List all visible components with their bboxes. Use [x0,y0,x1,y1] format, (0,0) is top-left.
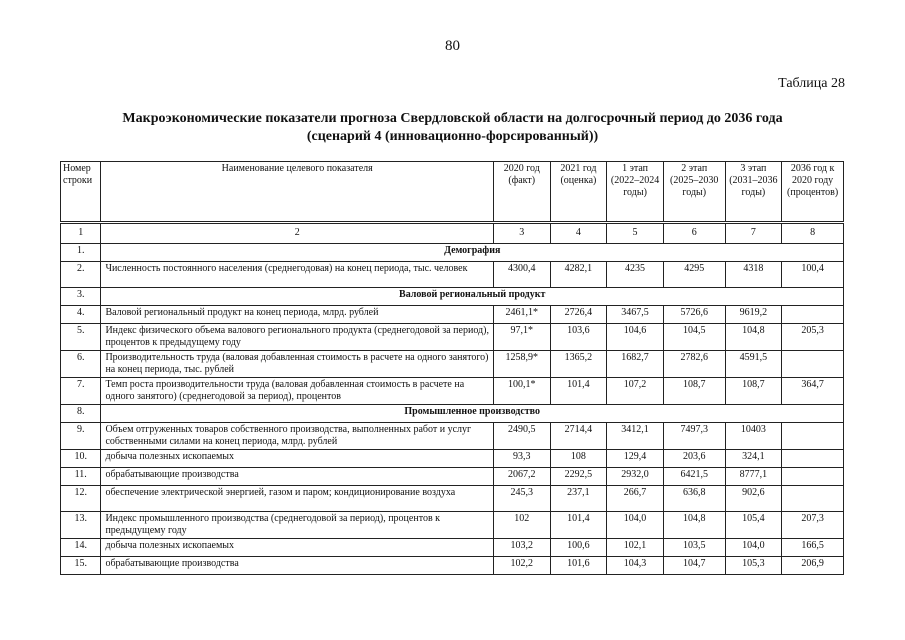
value-cell: 104,8 [663,512,725,539]
value-cell: 2067,2 [493,468,550,486]
row-number-cell: 12. [61,486,101,512]
indicator-name-cell: Валовой региональный продукт на конец периода, млрд. рублей [101,306,494,324]
row-number-cell: 4. [61,306,101,324]
value-cell: 364,7 [782,378,844,405]
value-cell: 4318 [725,262,782,288]
value-cell [782,486,844,512]
value-cell: 636,8 [663,486,725,512]
table-row [61,539,844,557]
section-heading-cell: Демография [101,244,844,262]
value-cell: 237,1 [550,486,607,512]
value-cell: 10403 [725,423,782,450]
table-label: Таблица 28 [778,76,845,91]
column-number-row [61,223,844,244]
value-cell: 2292,5 [550,468,607,486]
header-cell: 2021 год (оценка) [550,162,607,223]
table-row [61,450,844,468]
column-number-cell: 7 [725,223,782,244]
value-cell: 2490,5 [493,423,550,450]
value-cell: 8777,1 [725,468,782,486]
indicator-name-cell: обрабатывающие производства [101,557,494,575]
table-row [61,557,844,575]
row-number-cell: 9. [61,423,101,450]
value-cell: 105,3 [725,557,782,575]
value-cell: 104,6 [607,324,664,351]
column-number-cell: 4 [550,223,607,244]
table-row [61,423,844,450]
table-row [61,324,844,351]
indicator-name-cell: Производительность труда (валовая добавленная стоимость в расчете на одного занятого) на конец периода, тыс. рублей [101,351,494,378]
value-cell: 101,4 [550,378,607,405]
value-cell: 324,1 [725,450,782,468]
value-cell: 2932,0 [607,468,664,486]
value-cell: 3467,5 [607,306,664,324]
value-cell: 93,3 [493,450,550,468]
header-cell: 3 этап (2031–2036 годы) [725,162,782,223]
value-cell: 108 [550,450,607,468]
value-cell: 245,3 [493,486,550,512]
header-cell: 1 этап (2022–2024 годы) [607,162,664,223]
section-row [61,244,844,262]
value-cell: 103,5 [663,539,725,557]
value-cell: 2461,1* [493,306,550,324]
value-cell: 4591,5 [725,351,782,378]
value-cell: 4282,1 [550,262,607,288]
value-cell: 105,4 [725,512,782,539]
column-number-cell: 8 [782,223,844,244]
value-cell: 205,3 [782,324,844,351]
column-number-cell: 1 [61,223,101,244]
table-header-row [61,162,844,223]
value-cell: 103,6 [550,324,607,351]
row-number-cell: 7. [61,378,101,405]
value-cell: 104,5 [663,324,725,351]
value-cell: 107,2 [607,378,664,405]
value-cell [782,351,844,378]
value-cell: 4235 [607,262,664,288]
indicator-name-cell: обрабатывающие производства [101,468,494,486]
indicator-name-cell: Индекс промышленного производства (среднегодовой за период), процентов к предыдущему году [101,512,494,539]
row-number-cell: 8. [61,405,101,423]
page-number: 80 [445,38,460,54]
indicators-table [60,161,844,575]
section-heading-cell: Валовой региональный продукт [101,288,844,306]
column-number-cell: 5 [607,223,664,244]
value-cell: 266,7 [607,486,664,512]
value-cell: 2726,4 [550,306,607,324]
value-cell: 3412,1 [607,423,664,450]
value-cell [782,306,844,324]
header-cell: Номер строки [61,162,101,223]
table-row [61,351,844,378]
value-cell: 4295 [663,262,725,288]
section-heading-cell: Промышленное производство [101,405,844,423]
document-title [60,110,845,146]
value-cell: 102 [493,512,550,539]
value-cell: 102,1 [607,539,664,557]
table-row [61,468,844,486]
table-row [61,262,844,288]
value-cell: 104,0 [725,539,782,557]
row-number-cell: 1. [61,244,101,262]
indicator-name-cell: добыча полезных ископаемых [101,539,494,557]
value-cell: 104,7 [663,557,725,575]
title-line-2: (сценарий 4 (инновационно-форсированный)) [306,129,599,144]
row-number-cell: 2. [61,262,101,288]
value-cell: 104,0 [607,512,664,539]
indicator-name-cell: Индекс физического объема валового регионального продукта (среднегодовой за период), процентов к предыдущему году [101,324,494,351]
value-cell: 101,6 [550,557,607,575]
value-cell: 1365,2 [550,351,607,378]
value-cell: 2714,4 [550,423,607,450]
row-number-cell: 11. [61,468,101,486]
header-cell: 2 этап (2025–2030 годы) [663,162,725,223]
row-number-cell: 3. [61,288,101,306]
value-cell: 4300,4 [493,262,550,288]
table-row [61,378,844,405]
indicator-name-cell: обеспечение электрической энергией, газом и паром; кондиционирование воздуха [101,486,494,512]
indicator-name-cell: добыча полезных ископаемых [101,450,494,468]
row-number-cell: 15. [61,557,101,575]
indicator-name-cell: Численность постоянного населения (среднегодовая) на конец периода, тыс. человек [101,262,494,288]
header-cell: 2020 год (факт) [493,162,550,223]
table-row [61,306,844,324]
value-cell: 100,1* [493,378,550,405]
header-cell: 2036 год к 2020 году (процентов) [782,162,844,223]
value-cell: 103,2 [493,539,550,557]
value-cell: 2782,6 [663,351,725,378]
value-cell: 5726,6 [663,306,725,324]
row-number-cell: 5. [61,324,101,351]
value-cell: 6421,5 [663,468,725,486]
value-cell: 108,7 [725,378,782,405]
section-row [61,288,844,306]
column-number-cell: 6 [663,223,725,244]
value-cell: 1258,9* [493,351,550,378]
indicator-name-cell: Темп роста производительности труда (валовая добавленная стоимость в расчете на одного занятого) (среднегодовой за период), процентов [101,378,494,405]
value-cell: 104,3 [607,557,664,575]
value-cell: 902,6 [725,486,782,512]
value-cell: 7497,3 [663,423,725,450]
value-cell: 129,4 [607,450,664,468]
value-cell: 100,4 [782,262,844,288]
value-cell: 207,3 [782,512,844,539]
value-cell: 9619,2 [725,306,782,324]
value-cell: 206,9 [782,557,844,575]
row-number-cell: 10. [61,450,101,468]
title-line-1: Макроэкономические показатели прогноза Свердловской области на долгосрочный период до 2036 года [122,111,783,126]
column-number-cell: 2 [101,223,494,244]
indicator-name-cell: Объем отгруженных товаров собственного производства, выполненных работ и услуг собственными силами на конец периода, млрд. рублей [101,423,494,450]
section-row [61,405,844,423]
row-number-cell: 6. [61,351,101,378]
table-body [61,162,844,575]
value-cell: 1682,7 [607,351,664,378]
value-cell [782,450,844,468]
value-cell: 97,1* [493,324,550,351]
column-number-cell: 3 [493,223,550,244]
value-cell: 101,4 [550,512,607,539]
header-cell: Наименование целевого показателя [101,162,494,223]
table-row [61,486,844,512]
row-number-cell: 13. [61,512,101,539]
row-number-cell: 14. [61,539,101,557]
value-cell: 203,6 [663,450,725,468]
value-cell: 166,5 [782,539,844,557]
value-cell [782,468,844,486]
value-cell: 108,7 [663,378,725,405]
value-cell: 100,6 [550,539,607,557]
value-cell: 104,8 [725,324,782,351]
value-cell [782,423,844,450]
value-cell: 102,2 [493,557,550,575]
table-row [61,512,844,539]
